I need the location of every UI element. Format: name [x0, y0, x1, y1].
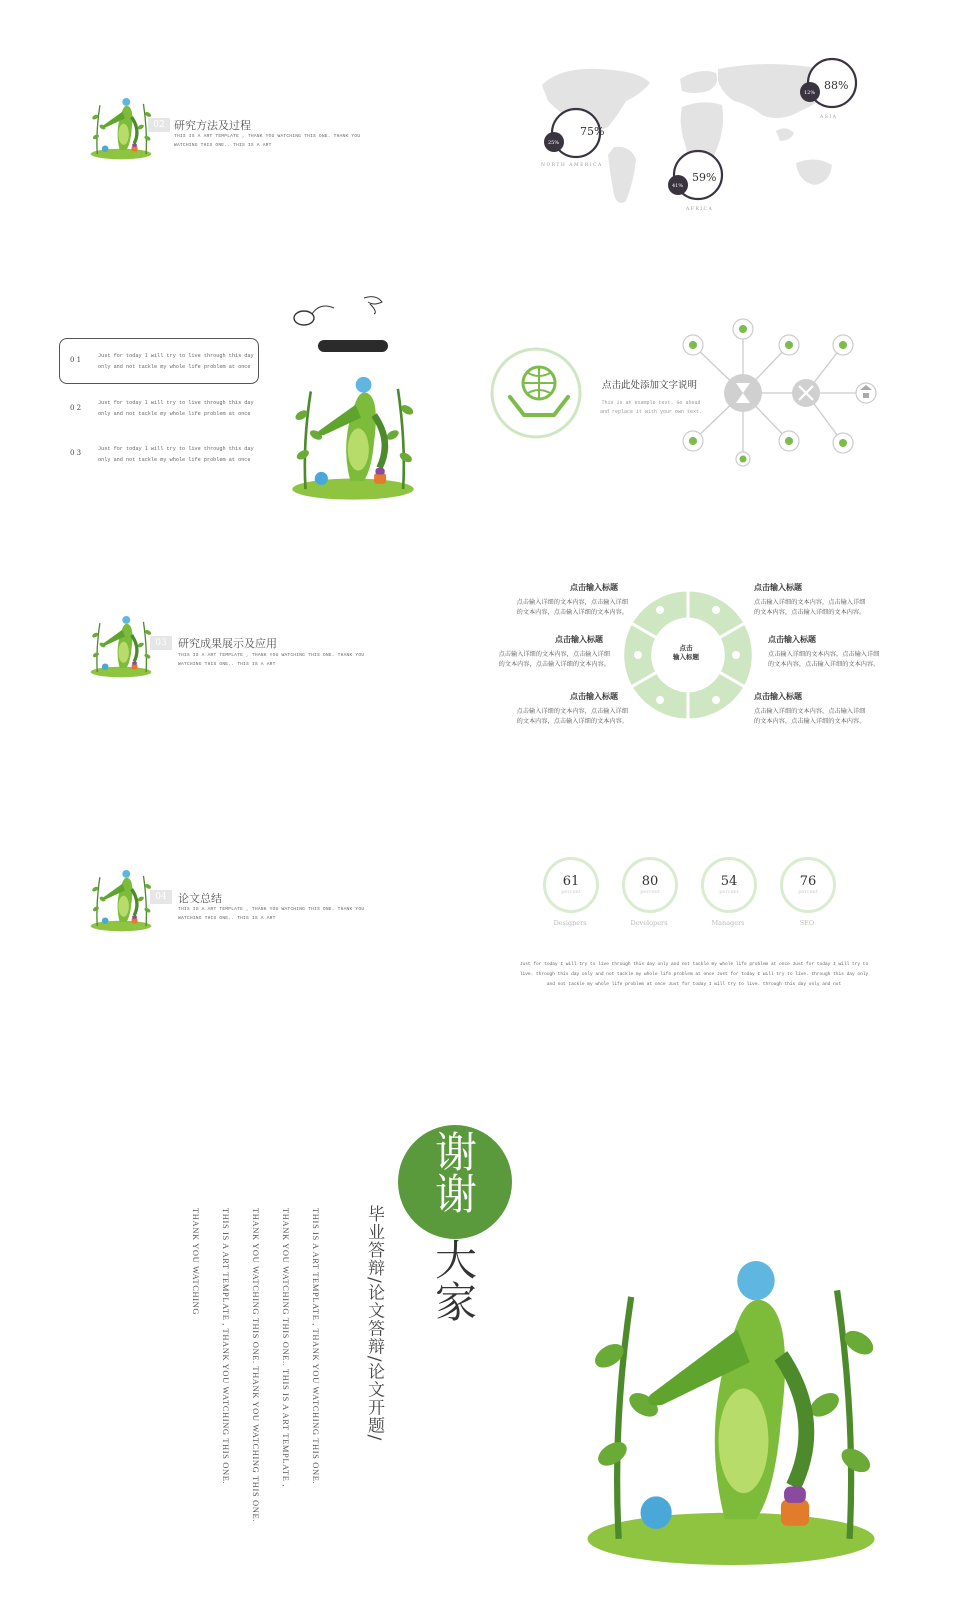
list-text: Just for today I will try to live through this day only and not tackle my whole life problem at once	[98, 400, 254, 417]
petal-title-mid-right: 点击输入标题	[768, 635, 816, 644]
kpi-unit: percent	[640, 889, 660, 895]
list-text: Just for today I will try to live through this day only and not tackle my whole life problem at once	[98, 446, 254, 463]
thanks-circle-text: 谢谢	[429, 1130, 478, 1214]
kpi-description: Just for today I will try to live through this day only and not tackle my whole life problem at once Just for today I will try to live. through this day only and not tackle my whole life problem at once Just for today I will try to live. through this day only and not tackle my whole life problem at once Just for today I will try to live. through this day only and not	[519, 962, 869, 987]
petal-text-bottom-right: 点击输入详细的文本内容，点击输入详细的文本内容，点击输入详细的文本内容。	[754, 708, 866, 725]
kpi-value: 76	[799, 874, 817, 889]
petal-text-top-left: 点击输入详细的文本内容，点击输入详细的文本内容，点击输入详细的文本内容。	[516, 599, 628, 616]
section-subtitle: THIS IS A ART TEMPLATE , THANK YOU WATCHING THIS ONE. THANK YOU WATCHING THIS ONE.. THIS IS A ART	[178, 653, 365, 667]
petal-text-bottom-left: 点击输入详细的文本内容，点击输入详细的文本内容，点击输入详细的文本内容。	[516, 708, 628, 725]
hub-diagram	[488, 315, 888, 475]
kpi-seo	[780, 857, 834, 927]
kpi-designers	[543, 857, 597, 927]
section-title: 研究方法及过程	[174, 119, 251, 132]
thanks-column: THIS IS A ART TEMPLATE , THANK YOU WATCHING THIS ONE.	[221, 1208, 231, 1485]
kpi-value: 54	[720, 874, 738, 889]
petal-title-mid-left: 点击输入标题	[555, 635, 603, 644]
section-03-intro	[88, 608, 388, 688]
crocodile-illustration	[88, 608, 154, 678]
thanks-column: THANK YOU WATCHING THIS ONE. THANK YOU WATCHING THIS ONE.	[251, 1208, 261, 1522]
section-title: 论文总结	[178, 892, 222, 905]
asia-inner-value: 12%	[804, 90, 816, 96]
africa-stat	[662, 147, 742, 217]
kpi-circle	[543, 857, 599, 913]
section-02-intro	[88, 90, 388, 170]
list-number: 0 2	[70, 404, 82, 412]
thanks-subtitle: 毕业答辩/论文答辩/论文开题/	[364, 1205, 384, 1442]
petal-text-mid-right: 点击输入详细的文本内容，点击输入详细的文本内容，点击输入详细的文本内容。	[768, 651, 880, 668]
petal-title-top-left: 点击输入标题	[570, 583, 618, 592]
network-graph	[678, 315, 888, 475]
hub-description: This is an example text. Go ahead and replace it with your own text.	[599, 400, 703, 415]
kpi-value: 61	[562, 874, 580, 889]
crocodile-illustration	[287, 360, 419, 502]
world-map-panel	[530, 55, 860, 220]
kpi-circle	[701, 857, 757, 913]
crocodile-illustration	[88, 862, 154, 932]
kpi-name: Designers	[553, 919, 587, 927]
africa-outer-value: 59%	[692, 171, 717, 184]
crocodile-illustration	[88, 90, 154, 160]
kpi-name: Developers	[630, 919, 668, 927]
thanks-rest-text: 大家	[429, 1238, 478, 1322]
kpi-name: Managers	[711, 919, 745, 927]
kpi-developers	[622, 857, 676, 927]
list-number: 0 3	[70, 449, 82, 457]
petal-text-top-right: 点击输入详细的文本内容，点击输入详细的文本内容，点击输入详细的文本内容。	[754, 599, 866, 616]
section-04-intro	[88, 862, 388, 942]
north-america-outer-value: 75%	[580, 125, 605, 138]
section-number: 02	[148, 118, 170, 132]
section-subtitle: THIS IS A ART TEMPLATE , THANK YOU WATCHING THIS ONE. THANK YOU WATCHING THIS ONE.. THIS IS A ART	[178, 907, 365, 921]
petal-title-bottom-right: 点击输入标题	[754, 692, 802, 701]
list-text: Just for today I will try to live through this day only and not tackle my whole life problem at once	[98, 353, 254, 370]
crocodile-illustration-large	[575, 1225, 887, 1565]
hub-title: 点击此处添加文字说明	[602, 380, 698, 391]
globe-hands-icon	[488, 345, 584, 441]
section-title: 研究成果展示及应用	[178, 637, 277, 650]
list-number: 0 1	[70, 356, 82, 364]
petal-title-bottom-left: 点击输入标题	[570, 692, 618, 701]
kpi-unit: percent	[719, 889, 739, 895]
doodle-decoration	[290, 292, 420, 332]
kpi-unit: percent	[798, 889, 818, 895]
north-america-label: NORTH AMERICA	[541, 163, 603, 168]
asia-stat	[792, 55, 872, 125]
section-number: 04	[150, 890, 172, 904]
kpi-value: 80	[641, 874, 659, 889]
north-america-inner-value: 25%	[548, 140, 560, 146]
kpi-unit: percent	[561, 889, 581, 895]
thanks-column: THIS IS A ART TEMPLATE , THANK YOU WATCHING THIS ONE.	[311, 1208, 321, 1485]
speech-bar	[318, 340, 388, 352]
kpi-name: SEO	[799, 919, 815, 927]
asia-outer-value: 88%	[824, 79, 849, 92]
kpi-circle	[780, 857, 836, 913]
thanks-column: THANK YOU WATCHING THIS ONE.. THIS IS A ART TEMPLATE ,	[281, 1208, 291, 1487]
petal-center-title: 点击 输入标题	[673, 644, 699, 661]
petal-title-top-right: 点击输入标题	[754, 583, 802, 592]
kpi-managers	[701, 857, 755, 927]
africa-inner-value: 41%	[672, 183, 684, 189]
north-america-stat	[538, 97, 638, 177]
asia-label: ASIA	[820, 115, 838, 120]
petal-text-mid-left: 点击输入详细的文本内容，点击输入详细的文本内容，点击输入详细的文本内容。	[498, 651, 610, 668]
africa-label: AFRICA	[686, 207, 714, 212]
section-subtitle: THIS IS A ART TEMPLATE , THANK YOU WATCHING THIS ONE. THANK YOU WATCHING THIS ONE.. THIS IS A ART	[174, 134, 361, 148]
kpi-circle	[622, 857, 678, 913]
section-number: 03	[150, 636, 172, 650]
thanks-column: THANK YOU WATCHING	[191, 1208, 201, 1316]
